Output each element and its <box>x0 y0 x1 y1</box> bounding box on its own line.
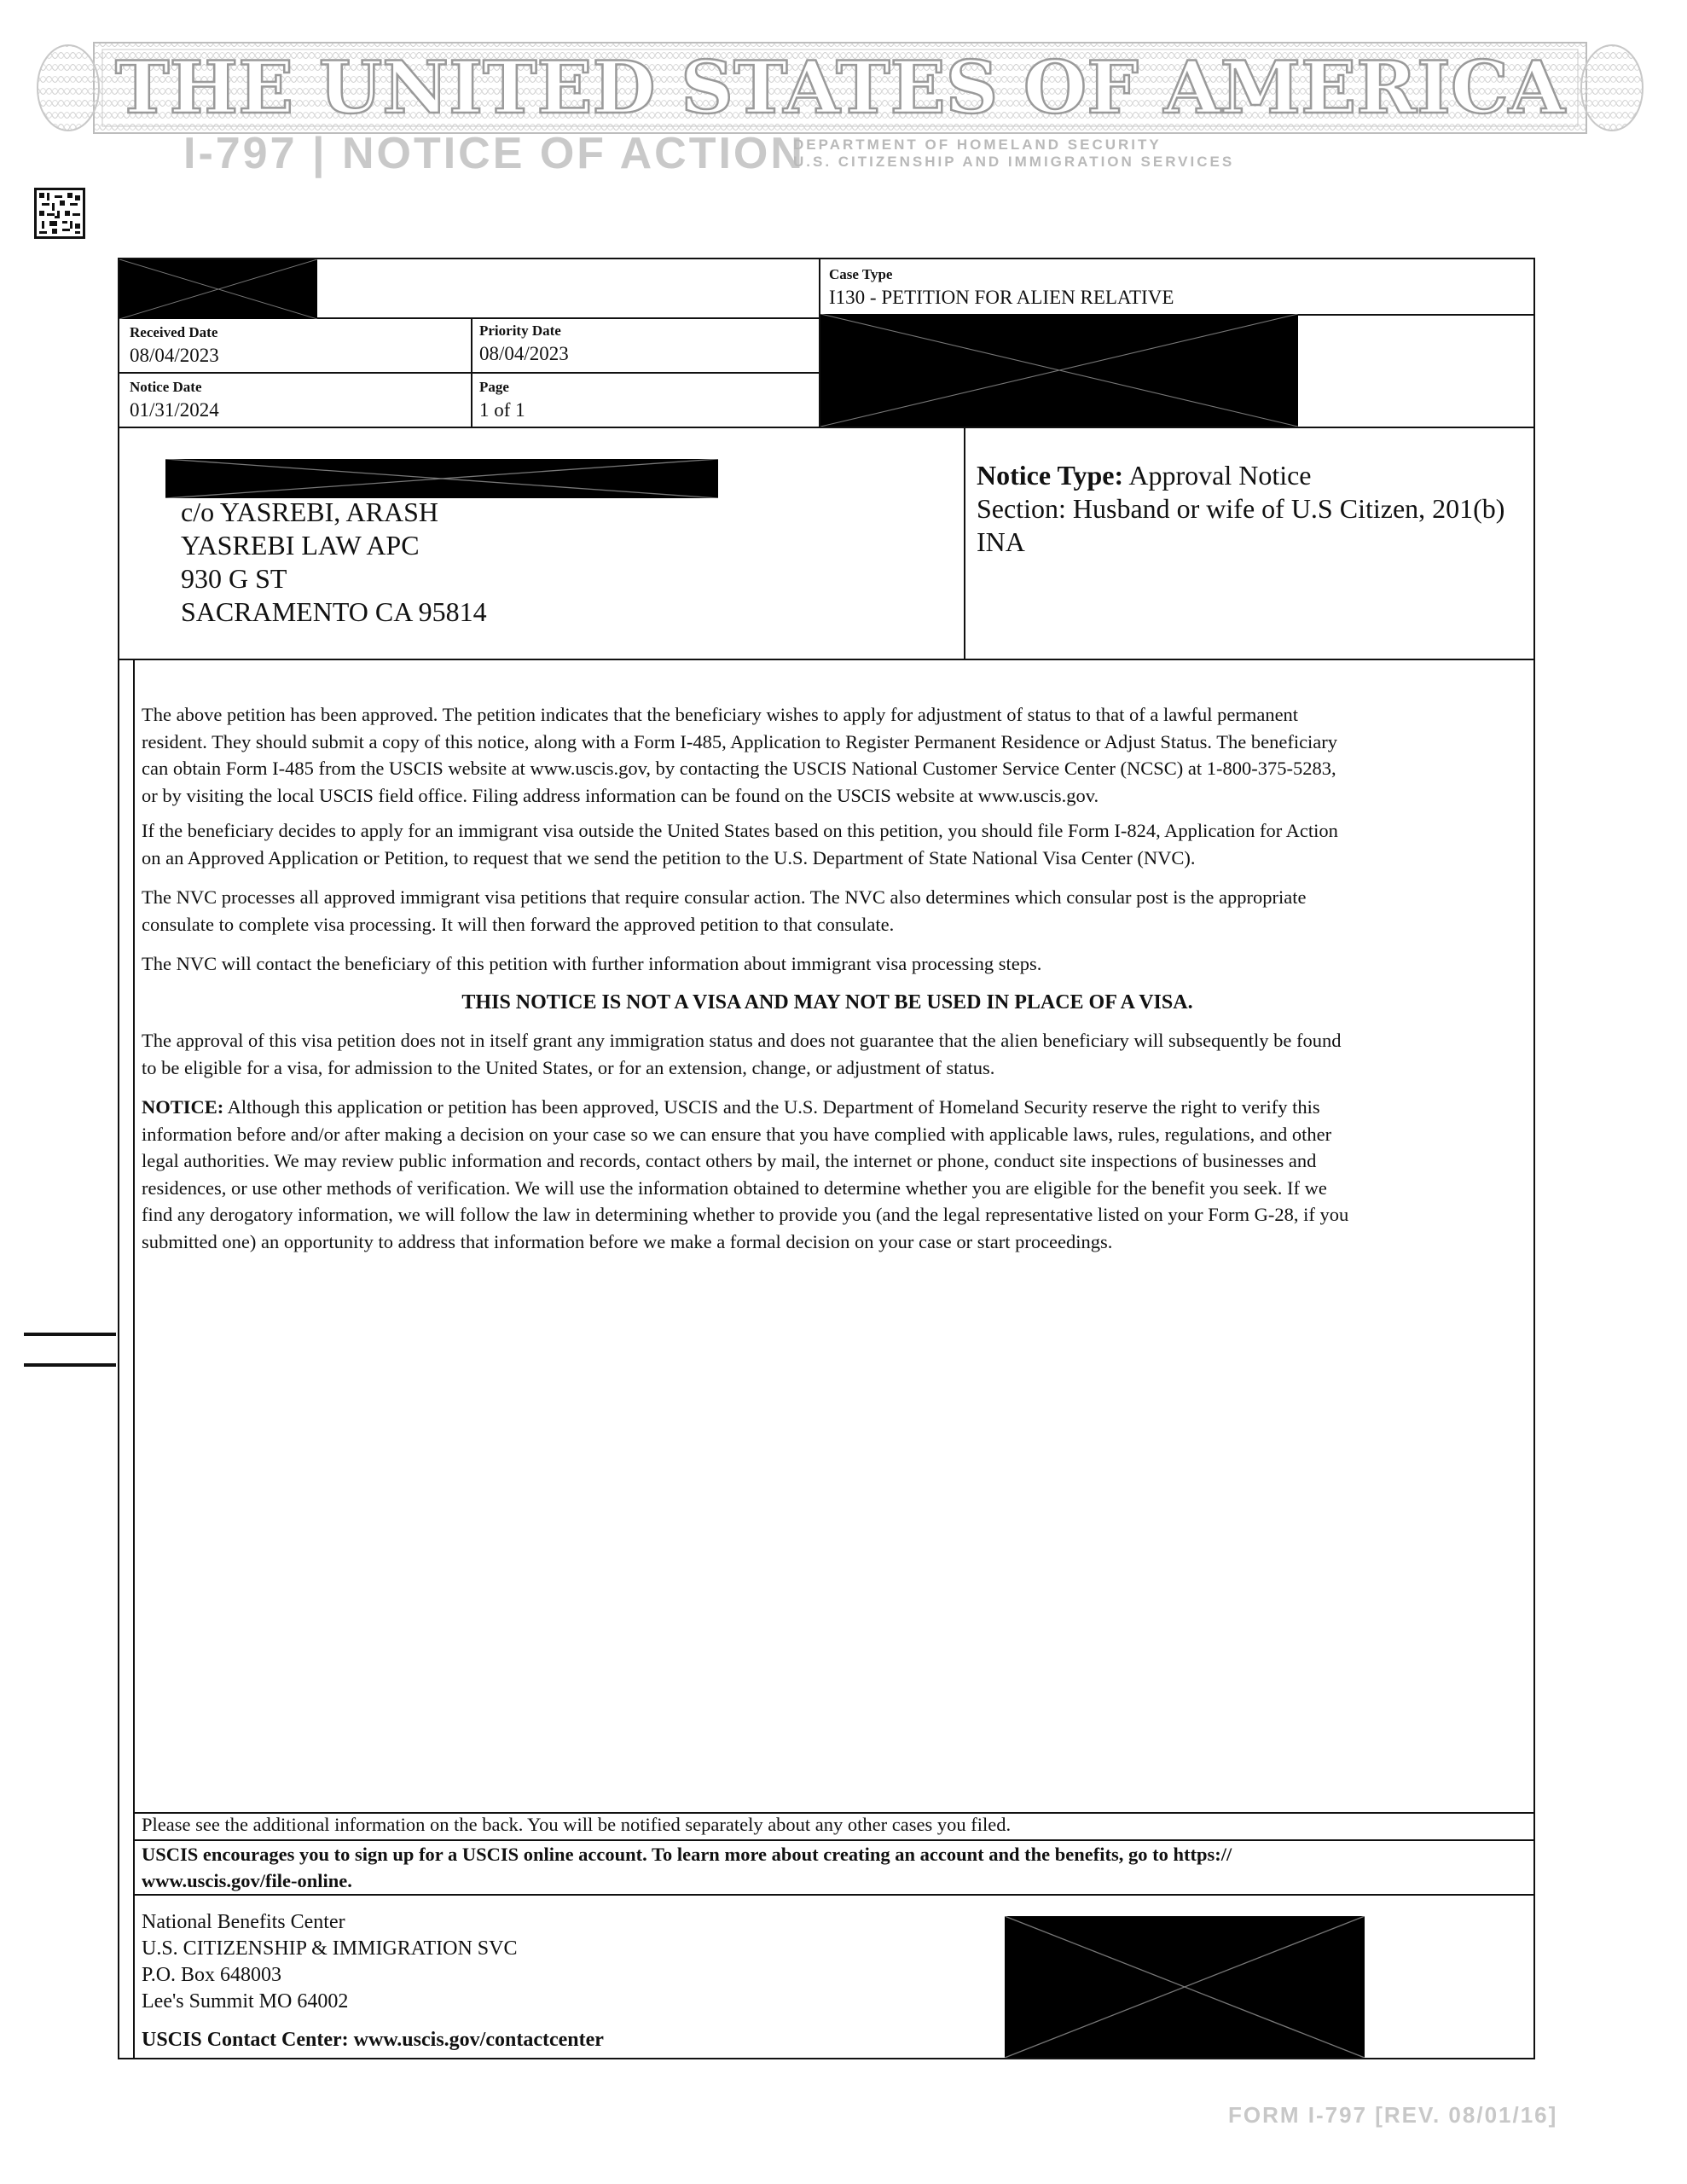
office-po-box: P.O. Box 648003 <box>142 1964 282 1986</box>
address-line-3: 930 G ST <box>181 563 287 594</box>
grid-line <box>118 372 820 374</box>
agency-name: U.S. CITIZENSHIP AND IMMIGRATION SERVICES <box>793 154 1235 170</box>
form-title: I-797 | NOTICE OF ACTION <box>183 129 805 178</box>
grid-line <box>118 427 1535 428</box>
received-date-label: Received Date <box>130 324 218 340</box>
notice-section: Section: Husband or wife of U.S Citizen, 201(b) <box>977 493 1505 524</box>
margin-mark <box>24 1363 116 1367</box>
svg-text:THE UNITED STATES OF AMERICA: THE UNITED STATES OF AMERICA <box>115 45 1567 130</box>
address-line-2: YASREBI LAW APC <box>181 530 420 561</box>
notice-section-ina: INA <box>977 526 1025 557</box>
page-label: Page <box>479 379 509 395</box>
body-paragraph-1: The above petition has been approved. The petition indicates that the beneficiary wishes to apply for adjustment of status to that of a lawful permanent resident. They should submit a copy of this notice, along with a Form I-485, Application to Register Permanent Residence or Adjust Status. The beneficiary can obtain Form I-485 from the USCIS website at www.uscis.gov, by contacting the USCIS National Customer Service Center (NCSC) at 1-800-375-5283, or by visiting the local USCIS field office. Filing address information can be found on the USCIS website at www.uscis.gov. <box>142 704 1338 806</box>
not-a-visa-heading: THIS NOTICE IS NOT A VISA AND MAY NOT BE USED IN PLACE OF A VISA. <box>461 991 1193 1014</box>
office-city: Lee's Summit MO 64002 <box>142 1990 349 2013</box>
qr-code-icon <box>34 188 85 239</box>
body-paragraph-5: The approval of this visa petition does not in itself grant any immigration status and does not guarantee that the alien beneficiary will subsequently be found to be eligible for a visa, for admission to the United States, or for an extension, change, or adjustment of status. <box>142 1030 1342 1078</box>
office-agency: U.S. CITIZENSHIP & IMMIGRATION SVC <box>142 1937 518 1960</box>
grid-line <box>471 317 472 427</box>
redacted-barcode <box>1005 1916 1365 2058</box>
department-name: DEPARTMENT OF HOMELAND SECURITY <box>793 136 1162 153</box>
priority-date-value: 08/04/2023 <box>479 343 569 364</box>
margin-mark <box>24 1333 116 1336</box>
address-line-1: c/o YASREBI, ARASH <box>181 497 438 527</box>
case-type-value: I130 - PETITION FOR ALIEN RELATIVE <box>829 287 1174 308</box>
notice-label: NOTICE: <box>142 1096 224 1118</box>
page-value: 1 of 1 <box>479 399 525 421</box>
form-number: FORM I-797 [REV. 08/01/16] <box>1228 2102 1558 2128</box>
redacted-beneficiary <box>820 314 1298 427</box>
banner <box>34 38 1646 138</box>
address-line-4: SACRAMENTO CA 95814 <box>181 596 487 627</box>
body-paragraph-notice: NOTICE: Although this application or petition has been approved, USCIS and the U.S. Department of Homeland Security reserve the right to verify this information before and/or after making a decision on your case so we can ensure that you have complied with applicable laws, rules, regulations, and other legal authorities. We may review public information and records, contact others by mail, the internet or phone, conduct site inspections of businesses and residences, or use other methods of verification. We will use the information obtained to determine whether you are eligible for the benefit you seek. If we find any derogatory information, we will follow the law in determining whether to provide you (and the legal representative listed on your Form G-28, if you submitted one) an opportunity to address that information before we make a formal decision on your case or start proceedings. <box>142 1096 1349 1252</box>
body-paragraph-2: If the beneficiary decides to apply for an immigrant visa outside the United States based on this petition, you should file Form I-824, Application for Action on an Approved Application or Petition, to request that we send the petition to the U.S. Department of State National Visa Center (NVC). <box>142 820 1338 868</box>
notice-date-label: Notice Date <box>130 379 202 395</box>
banner-title <box>34 38 1646 138</box>
grid-line <box>133 659 135 2059</box>
redacted-receipt-number <box>119 259 317 319</box>
grid-line <box>133 427 135 428</box>
case-type-label: Case Type <box>829 266 893 282</box>
contact-center-text: USCIS Contact Center: www.uscis.gov/contactcenter <box>142 2029 604 2051</box>
notice-type <box>977 460 1312 491</box>
priority-date-label: Priority Date <box>479 322 561 339</box>
additional-info-text: Please see the additional information on the back. You will be notified separately about any other cases you filed. <box>142 1814 1012 1835</box>
received-date-value: 08/04/2023 <box>130 345 219 366</box>
body-paragraph-4: The NVC will contact the beneficiary of this petition with further information about immigrant visa processing steps. <box>142 953 1042 974</box>
notice-type-label: Notice Type: <box>977 460 1124 491</box>
grid-line <box>133 1894 1535 1896</box>
office-name: National Benefits Center <box>142 1911 345 1933</box>
grid-line <box>964 427 965 659</box>
body-paragraph-3: The NVC processes all approved immigrant visa petitions that require consular action. The NVC also determines which consular post is the appropriate consulate to complete visa processing. It will then forward the approved petition to that consulate. <box>142 886 1307 935</box>
online-account-text: USCIS encourages you to sign up for a USCIS online account. To learn more about creating an account and the benefits, go to https:// www.uscis.gov/file-online. <box>142 1844 1232 1891</box>
notice-type-value: Approval Notice <box>1128 460 1312 491</box>
grid-line <box>118 659 1535 660</box>
notice-date-value: 01/31/2024 <box>130 399 219 421</box>
redacted-petitioner-name <box>165 459 718 498</box>
